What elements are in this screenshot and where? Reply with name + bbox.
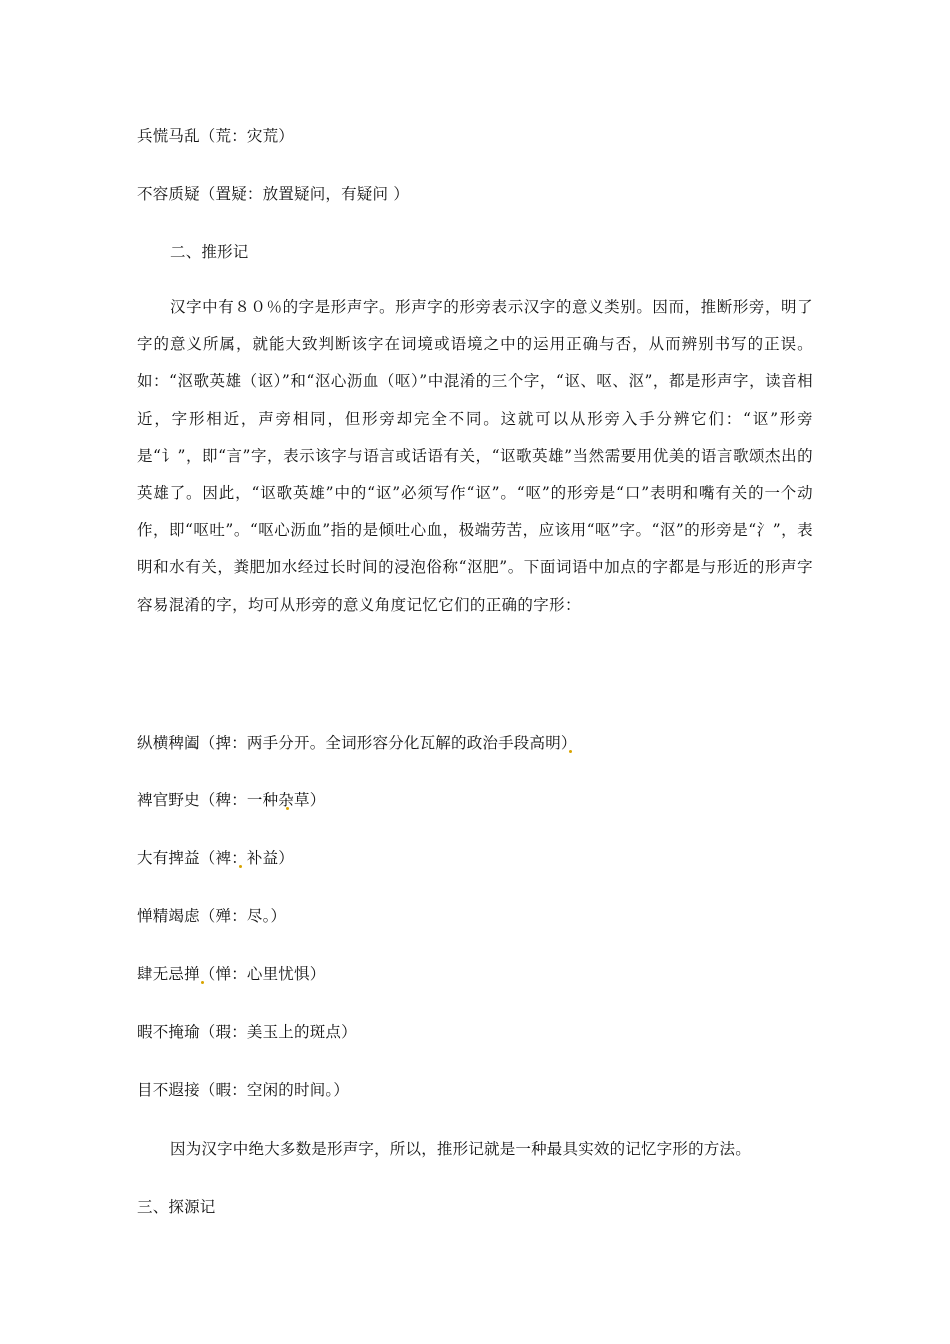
example-line: 暇不掩瑜（瑕：美玉上的斑点） [137, 1023, 357, 1041]
example-line [137, 733, 577, 753]
example-line: 大有捭益（裨：补益） [137, 849, 295, 867]
conclusion-line: 因为汉字中绝大多数是形声字，所以，推形记就是一种最具实效的记忆字形的方法。 [170, 1140, 751, 1158]
example-line: 兵慌马乱（荒：灾荒） [137, 127, 295, 145]
section-heading: 二、推形记 [170, 243, 249, 261]
example-text: 纵横稗阖（捭：两手分开。全词形容分化瓦解的政治手段高明） [137, 734, 577, 752]
example-line: 目不遐接（暇：空闲的时间。） [137, 1081, 350, 1099]
example-line: 惮精竭虑（殚：尽。） [137, 907, 287, 925]
example-line: 不容质疑（置疑：放置疑问，有疑问 ） [137, 185, 410, 203]
example-line: 裨官野史（稗：一种杂草） [137, 791, 326, 809]
body-paragraph: 汉字中有８０％的字是形声字。形声字的形旁表示汉字的意义类别。因而，推断形旁，明了字的意义所属，就能大致判断该字在词境或语境之中的运用正确与否，从而辨别书写的正误。如：“沤歌英雄（讴）”和“沤心沥血（呕）”中混淆的三个字，“讴、呕、沤”，都是形声字，读音相近，字形相近，声旁相同，但形旁却完全不同。这就可以从形旁入手分辨它们：“讴”形旁是“讠”，即“言”字，表示该字与语言或话语有关，“讴歌英雄”当然需要用优美的语言歌颂杰出的英雄了。因此，“讴歌英雄”中的“讴”必须写作“讴”。“呕”的形旁是“口”表明和嘴有关的一个动作，即“呕吐”。“呕心沥血”指的是倾吐心血，极端劳苦，应该用“呕”字。“沤”的形旁是“氵”，表明和水有关，粪肥加水经过长时间的浸泡俗称“沤肥”。下面词语中加点的字都是与形近的形声字容易混淆的字，均可从形旁的意义角度记忆它们的正确的字形： [137, 298, 813, 614]
example-line: 肆无忌掸（惮：心里忧惧） [137, 965, 326, 983]
section-heading: 三、探源记 [137, 1198, 216, 1216]
